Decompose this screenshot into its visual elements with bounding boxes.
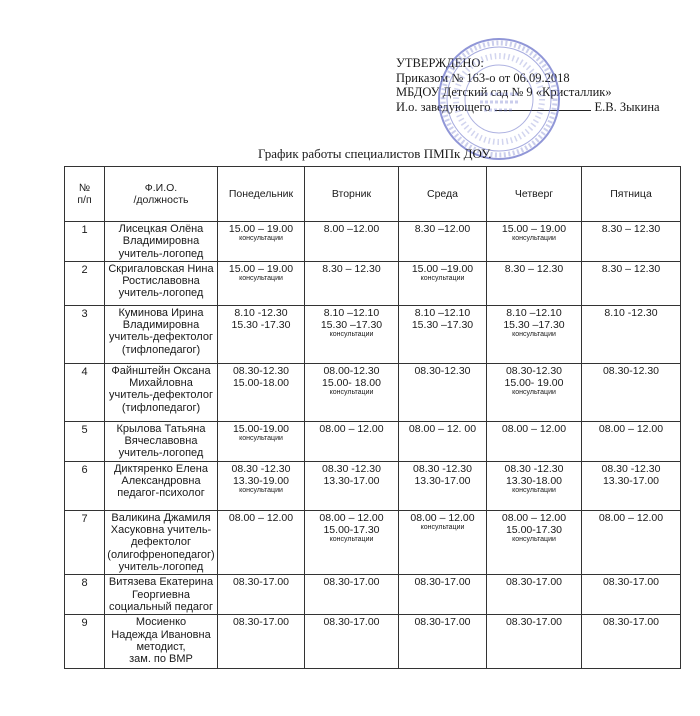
- consultation-note: консультации: [512, 486, 556, 494]
- row-number: 4: [65, 363, 105, 421]
- table-row: [65, 222, 681, 262]
- consultation-note: консультации: [329, 535, 374, 543]
- schedule-tuesday: 08.00-12.30 15.00- 18.00 консультации: [305, 363, 399, 421]
- approval-institution: МБДОУ Детский сад № 9 «Кристаллик»: [396, 85, 612, 99]
- official-seal-stamp: [436, 36, 562, 162]
- row-number: 7: [65, 510, 105, 574]
- specialist-name: Диктяренко Елена Александровна педагог-психолог: [105, 461, 218, 510]
- approval-signer: Е.В. Зыкина: [594, 99, 660, 114]
- schedule-monday: 08.00 – 12.00: [218, 510, 305, 574]
- row-number: 8: [65, 575, 105, 615]
- specialist-name: Скригаловская Нина Ростиславовна учитель-логопед: [105, 261, 218, 305]
- consultation-note: консультации: [420, 523, 465, 531]
- schedule-table-container: [64, 166, 680, 669]
- specialist-name: Лисецкая Олёна Владимировна учитель-логопед: [105, 222, 218, 262]
- header-name: Ф.И.О. /должность: [105, 167, 218, 222]
- schedule-friday: 8.30 – 12.30: [582, 261, 681, 305]
- specialist-name: Куминова Ирина Владимировна учитель-дефектолог (тифлопедагог): [105, 305, 218, 363]
- specialist-name: Файнштейн Оксана Михайловна учитель-дефектолог (тифлопедагог): [105, 363, 218, 421]
- schedule-thursday: 08.30-17.00: [487, 575, 582, 615]
- schedule-thursday: 15.00 – 19.00 консультации: [487, 222, 582, 262]
- schedule-tuesday: 08.30-17.00: [305, 575, 399, 615]
- consultation-note: консультации: [239, 235, 283, 242]
- schedule-wednesday: 08.00 – 12. 00: [399, 421, 487, 461]
- specialist-name: Витязева Екатерина Георгиевна социальный педагог: [105, 575, 218, 615]
- schedule-thursday: 8.30 – 12.30: [487, 261, 582, 305]
- table-row: [65, 261, 681, 305]
- schedule-wednesday: 08.30 -12.30 13.30-17.00: [399, 461, 487, 510]
- table-row: [65, 363, 681, 421]
- table-row: [65, 510, 681, 574]
- schedule-wednesday: 08.00 – 12.00 консультации: [399, 510, 487, 574]
- schedule-monday: 08.30-12.30 15.00-18.00: [218, 363, 305, 421]
- schedule-wednesday: 08.30-17.00: [399, 575, 487, 615]
- schedule-friday: 08.30-12.30: [582, 363, 681, 421]
- schedule-monday: 8.10 -12.30 15.30 -17.30: [218, 305, 305, 363]
- schedule-monday: 08.30-17.00: [218, 615, 305, 669]
- row-number: 1: [65, 222, 105, 262]
- schedule-monday: 15.00 – 19.00 консультации: [218, 261, 305, 305]
- schedule-thursday: 08.30-12.30 15.00- 19.00 консультации: [487, 363, 582, 421]
- schedule-thursday: 08.00 – 12.00 15.00-17.30 консультации: [487, 510, 582, 574]
- schedule-friday: 08.00 – 12.00: [582, 421, 681, 461]
- header-wednesday: Среда: [399, 167, 487, 222]
- schedule-wednesday: 08.30-17.00: [399, 615, 487, 669]
- header-monday: Понедельник: [218, 167, 305, 222]
- schedule-body: [65, 222, 681, 669]
- schedule-thursday: 08.30 -12.30 13.30-18.00 консультации: [487, 461, 582, 510]
- schedule-monday: 15.00 – 19.00 консультации: [218, 222, 305, 262]
- schedule-friday: 8.10 -12.30: [582, 305, 681, 363]
- specialist-name: Крылова Татьяна Вячеславовна учитель-логопед: [105, 421, 218, 461]
- row-number: 5: [65, 421, 105, 461]
- header-friday: Пятница: [582, 167, 681, 222]
- schedule-wednesday: 8.30 –12.00: [399, 222, 487, 262]
- schedule-tuesday: 8.30 – 12.30: [305, 261, 399, 305]
- schedule-tuesday: 8.00 –12.00: [305, 222, 399, 262]
- consultation-note: консультации: [329, 330, 374, 338]
- consultation-note: консультации: [239, 274, 283, 282]
- approval-order: Приказом № 163-о от 06.09.2018: [396, 70, 570, 85]
- schedule-friday: 08.30-17.00: [582, 575, 681, 615]
- document-title: График работы специалистов ПМПк ДОУ.: [258, 146, 492, 161]
- approval-position: И.о. заведующего: [396, 99, 491, 114]
- consultation-note: консультации: [512, 235, 556, 242]
- header-tuesday: Вторник: [305, 167, 399, 222]
- consultation-note: консультации: [512, 535, 556, 543]
- schedule-table: [64, 166, 681, 669]
- consultation-note: консультации: [239, 486, 283, 494]
- specialist-name: Мосиенко Надежда Ивановна методист, зам. по ВМР: [105, 615, 218, 669]
- schedule-monday: 08.30-17.00: [218, 575, 305, 615]
- consultation-note: консультации: [512, 388, 556, 396]
- table-row: [65, 421, 681, 461]
- header-thursday: Четверг: [487, 167, 582, 222]
- schedule-tuesday: 08.30 -12.30 13.30-17.00: [305, 461, 399, 510]
- specialist-name: Валикина Джамиля Хасуковна учитель- дефектолог (олигофренопедагог) учитель-логопед: [105, 510, 218, 574]
- schedule-monday: 15.00-19.00 консультации: [218, 421, 305, 461]
- schedule-tuesday: 08.30-17.00: [305, 615, 399, 669]
- approval-heading: УТВЕРЖДЕНО:: [396, 56, 484, 70]
- consultation-note: консультации: [420, 274, 465, 282]
- table-row: [65, 305, 681, 363]
- row-number: 3: [65, 305, 105, 363]
- schedule-friday: 08.30-17.00: [582, 615, 681, 669]
- consultation-note: консультации: [329, 388, 374, 396]
- schedule-thursday: 08.00 – 12.00: [487, 421, 582, 461]
- schedule-wednesday: 8.10 –12.10 15.30 –17.30: [399, 305, 487, 363]
- consultation-note: консультации: [239, 434, 283, 442]
- table-row: [65, 615, 681, 669]
- table-row: [65, 461, 681, 510]
- schedule-friday: 8.30 – 12.30: [582, 222, 681, 262]
- schedule-tuesday: 08.00 – 12.00 15.00-17.30 консультации: [305, 510, 399, 574]
- schedule-friday: 08.00 – 12.00: [582, 510, 681, 574]
- consultation-note: консультации: [512, 330, 556, 338]
- header-row: [65, 167, 681, 222]
- row-number: 9: [65, 615, 105, 669]
- table-row: [65, 575, 681, 615]
- header-number: № п/п: [65, 167, 105, 222]
- schedule-tuesday: 8.10 –12.10 15.30 –17.30 консультации: [305, 305, 399, 363]
- schedule-monday: 08.30 -12.30 13.30-19.00 консультации: [218, 461, 305, 510]
- schedule-thursday: 8.10 –12.10 15.30 –17.30 консультации: [487, 305, 582, 363]
- schedule-friday: 08.30 -12.30 13.30-17.00: [582, 461, 681, 510]
- row-number: 2: [65, 261, 105, 305]
- schedule-wednesday: 08.30-12.30: [399, 363, 487, 421]
- row-number: 6: [65, 461, 105, 510]
- schedule-tuesday: 08.00 – 12.00: [305, 421, 399, 461]
- schedule-wednesday: 15.00 –19.00 консультации: [399, 261, 487, 305]
- schedule-thursday: 08.30-17.00: [487, 615, 582, 669]
